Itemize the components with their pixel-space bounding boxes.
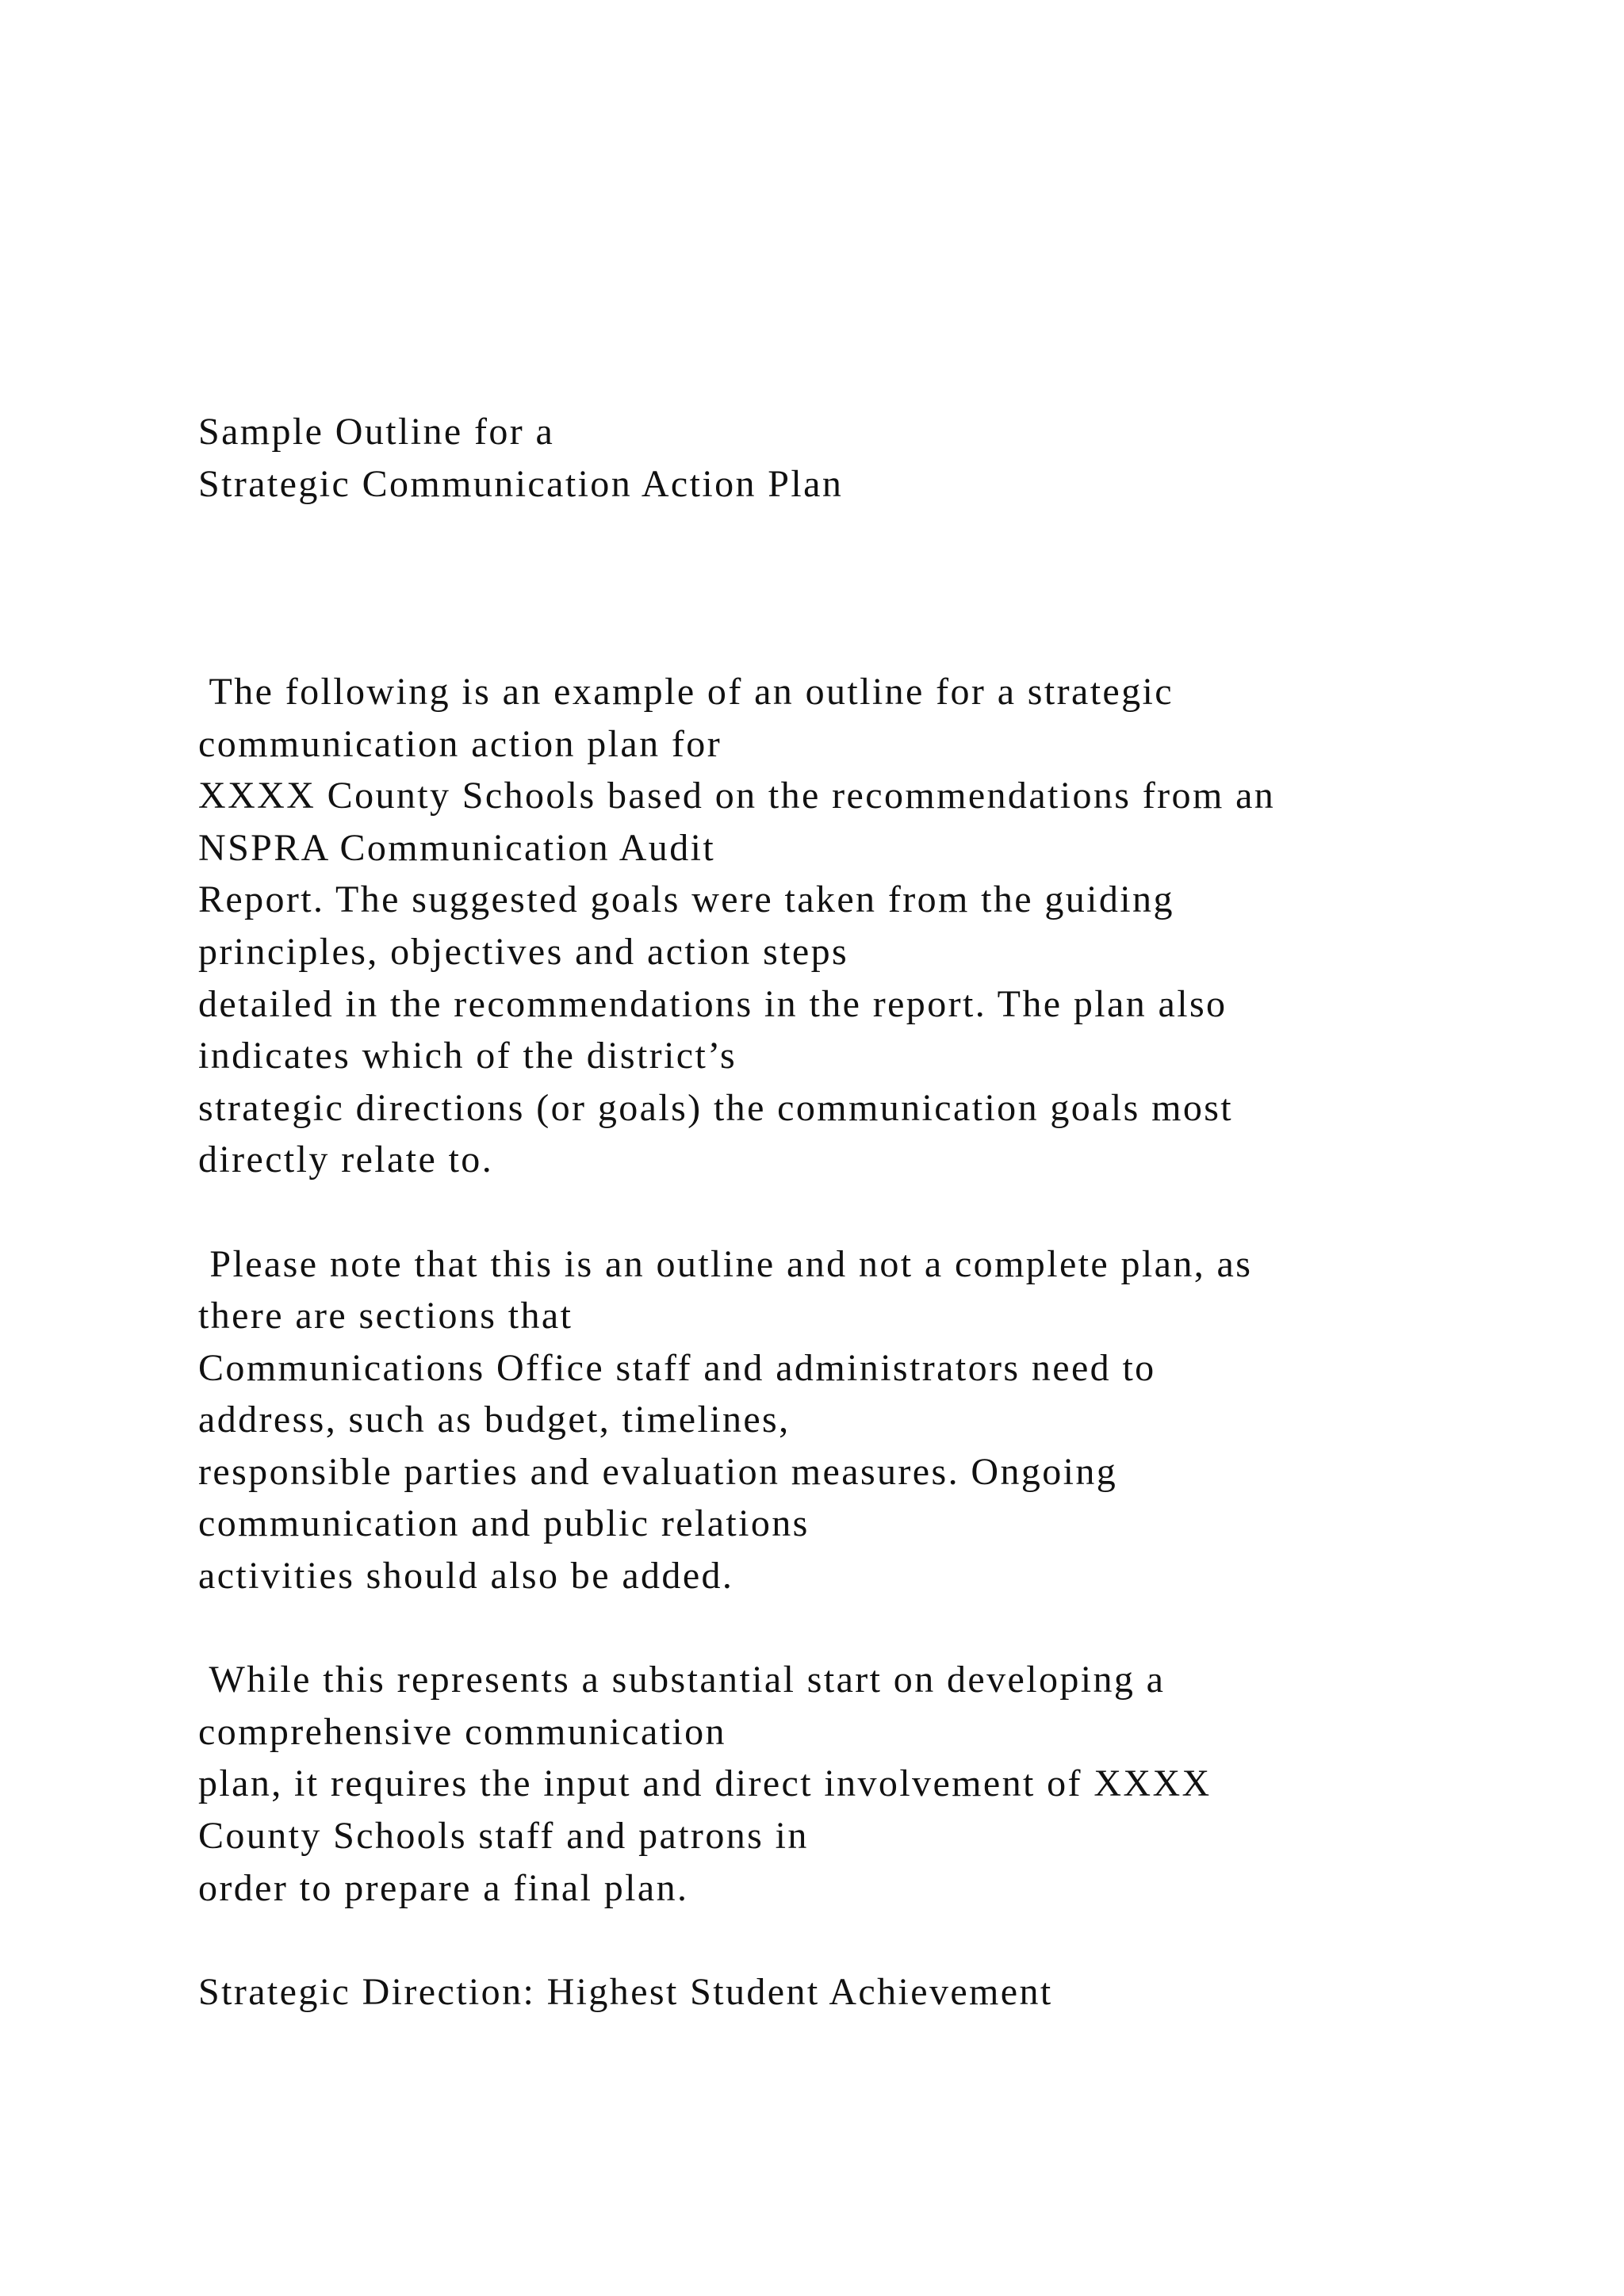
paragraph-line: directly relate to. [198, 1138, 494, 1181]
paragraph-line: indicates which of the district’s [198, 1035, 737, 1077]
paragraph-line: activities should also be added. [198, 1555, 734, 1598]
paragraph-line: address, such as budget, timelines, [198, 1399, 791, 1441]
paragraph-line: plan, it requires the input and direct involvement of XXXX [198, 1762, 1212, 1805]
paragraph-line: XXXX County Schools based on the recommendations from an [198, 775, 1276, 817]
spacer [198, 614, 1546, 666]
paragraph-line: communication action plan for [198, 722, 722, 765]
paragraph-closing [198, 1654, 1546, 1914]
paragraph-intro [198, 666, 1546, 1186]
paragraph-line: principles, objectives and action steps [198, 930, 849, 973]
paragraph-line: Please note that this is an outline and not a complete plan, as [198, 1242, 1253, 1285]
paragraph-line: strategic directions (or goals) the communication goals most [198, 1086, 1234, 1129]
title-line: Sample Outline for a [198, 411, 555, 453]
spacer [198, 1602, 1546, 1655]
spacer [198, 510, 1546, 562]
paragraph-line: NSPRA Communication Audit [198, 826, 716, 869]
paragraph-line: responsible parties and evaluation measures. Ongoing [198, 1450, 1118, 1493]
paragraph-note [198, 1238, 1546, 1602]
paragraph-line: County Schools staff and patrons in [198, 1815, 809, 1858]
spacer [198, 562, 1546, 614]
spacer [198, 1914, 1546, 1966]
document-body [198, 406, 1546, 2018]
paragraph-line: detailed in the recommendations in the report. The plan also [198, 982, 1228, 1025]
document-title [198, 406, 1546, 510]
paragraph-line: While this represents a substantial start on developing a [198, 1659, 1166, 1701]
strategic-direction-heading: Strategic Direction: Highest Student Achievement [198, 1970, 1053, 2013]
spacer [198, 1186, 1546, 1238]
paragraph-line: order to prepare a final plan. [198, 1866, 689, 1909]
title-line: Strategic Communication Action Plan [198, 462, 844, 505]
paragraph-line: communication and public relations [198, 1502, 810, 1545]
paragraph-line: Report. The suggested goals were taken from the guiding [198, 878, 1174, 921]
paragraph-line: there are sections that [198, 1295, 573, 1337]
paragraph-line: comprehensive communication [198, 1710, 726, 1753]
paragraph-line: Communications Office staff and administrators need to [198, 1346, 1156, 1389]
paragraph-line: The following is an example of an outline for a strategic [198, 670, 1174, 713]
